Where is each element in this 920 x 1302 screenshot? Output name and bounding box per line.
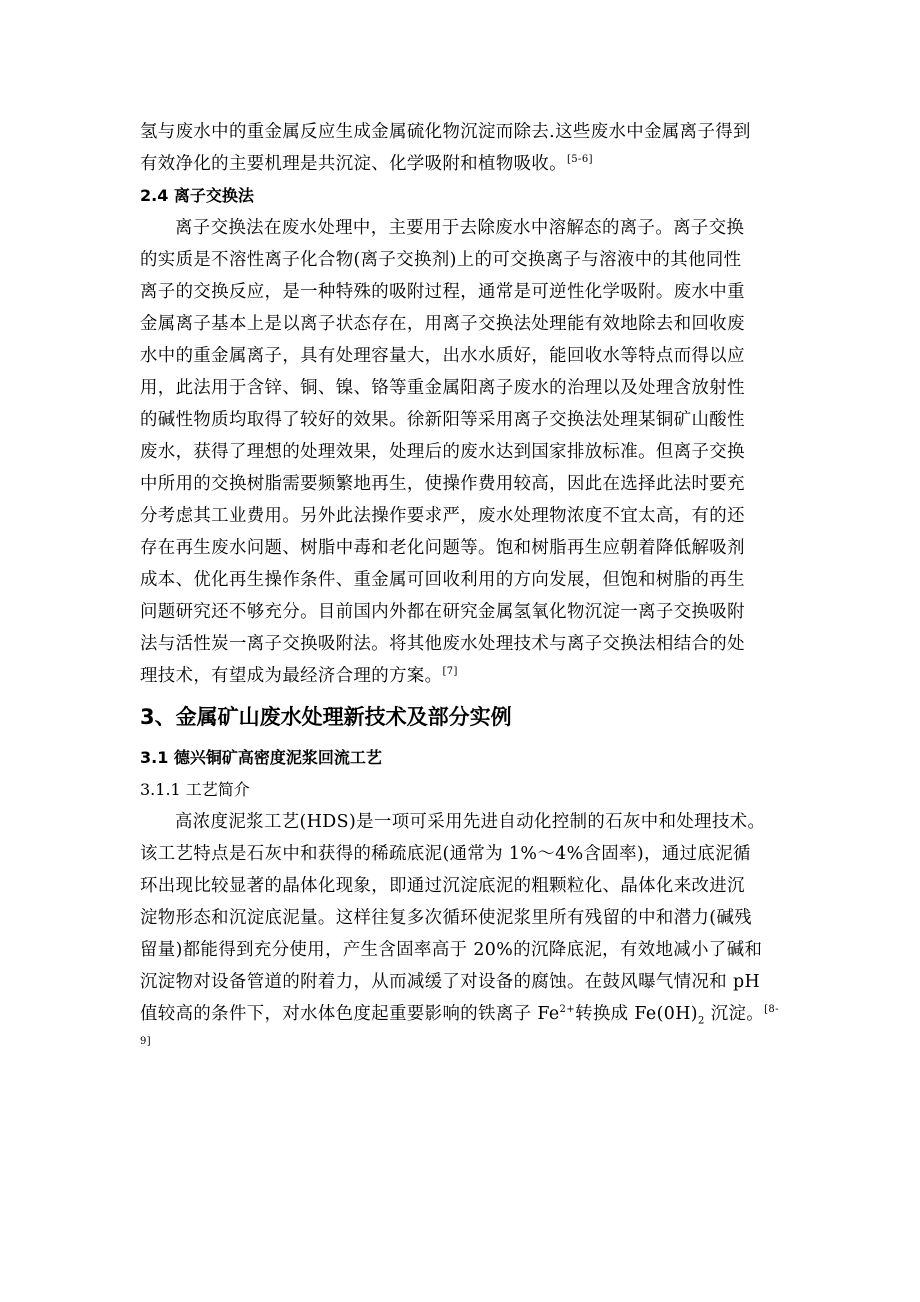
section-heading-3: 3、金属矿山废水处理新技术及部分实例 [140, 705, 512, 729]
section-heading-3-1-1: 3.1.1 工艺简介 [140, 780, 250, 799]
section-heading-3-1: 3.1 德兴铜矿高密度泥浆回流工艺 [140, 748, 382, 767]
text-line: 中所用的交换树脂需要频繁地再生，使操作费用较高，因此在选择此法时要充 [140, 474, 745, 494]
text-line: 环出现比较显著的晶体化现象，即通过沉淀底泥的粗颗粒化、晶体化来改进沉 [140, 876, 745, 896]
text-span: 理技术，有望成为最经济合理的方案。 [140, 666, 443, 686]
citation-ref: [8- [764, 1004, 779, 1016]
text-line: 存在再生废水问题、树脂中毒和老化问题等。饱和树脂再生应朝着降低解吸剂 [140, 538, 745, 558]
text-line: 高浓度泥浆工艺(HDS)是一项可采用先进自动化控制的石灰中和处理技术。 [175, 812, 766, 832]
text-line: 离子交换法在废水处理中，主要用于去除废水中溶解态的离子。离子交换 [175, 218, 745, 238]
text-line: 淀物形态和沉淀底泥量。这样往复多次循环使泥浆里所有残留的中和潜力(碱残 [140, 908, 753, 928]
text-line: 沉淀物对设备管道的附着力，从而减缓了对设备的腐蚀。在鼓风曝气情况和 pH [140, 972, 761, 992]
text-line: 问题研究还不够充分。目前国内外都在研究金属氢氧化物沉淀一离子交换吸附 [140, 602, 745, 622]
text-span: 值较高的条件下，对水体色度起重要影响的铁离子 Fe [140, 1004, 560, 1024]
text-line: 废水，获得了理想的处理效果，处理后的废水达到国家排放标准。但离子交换 [140, 442, 745, 462]
text-line [140, 148, 786, 180]
text-line [140, 660, 786, 692]
paragraph-ion-exchange [140, 212, 786, 692]
text-line: 离子的交换反应，是一种特殊的吸附过程，通常是可逆性化学吸附。废水中重 [140, 282, 745, 302]
text-line: 该工艺特点是石灰中和获得的稀疏底泥(通常为 1%～4%含固率)，通过底泥循 [140, 844, 751, 864]
subscript-count: 2 [698, 1015, 705, 1027]
text-line: 分考虑其工业费用。另外此法操作要求严，废水处理物浓度不宜太高，有的还 [140, 506, 745, 526]
text-line: 的碱性物质均取得了较好的效果。徐新阳等采用离子交换法处理某铜矿山酸性 [140, 410, 745, 430]
citation-ref-wrap: 9] [140, 1036, 152, 1048]
citation-ref: [7] [442, 666, 458, 678]
text-line: 金属离子基本上是以离子状态存在，用离子交换法处理能有效地除去和回收废 [140, 314, 745, 334]
text-line: 水中的重金属离子，具有处理容量大，出水水质好，能回收水等特点而得以应 [140, 346, 745, 366]
text-line: 氢与废水中的重金属反应生成金属硫化物沉淀而除去.这些废水中金属离子得到 [140, 122, 751, 142]
text-line: 成本、优化再生操作条件、重金属可回收利用的方向发展，但饱和树脂的再生 [140, 570, 745, 590]
paragraph-continuation [140, 116, 786, 180]
text-line: 留量)都能得到充分使用，产生含固率高于 20%的沉降底泥，有效地减小了碱和 [140, 940, 763, 960]
document-page [140, 116, 786, 1062]
text-line [140, 1030, 786, 1062]
text-line: 的实质是不溶性离子化合物(离子交换剂)上的可交换离子与溶液中的其他同性 [140, 250, 742, 270]
text-line: 法与活性炭一离子交换吸附法。将其他废水处理技术与离子交换法相结合的处 [140, 634, 745, 654]
text-span: 转换成 Fe(0H) [575, 1004, 698, 1024]
text-span: 有效净化的主要机理是共沉淀、化学吸附和植物吸收。 [140, 154, 567, 174]
superscript-charge: 2+ [559, 1004, 576, 1016]
text-line: 用，此法用于含锌、铜、镍、铬等重金属阳离子废水的治理以及处理含放射性 [140, 378, 745, 398]
paragraph-hds-process [140, 806, 786, 1062]
text-span: 沉淀。 [704, 1004, 765, 1024]
section-heading-2-4: 2.4 离子交换法 [140, 186, 254, 205]
text-line [140, 998, 786, 1030]
citation-ref: [5-6] [566, 154, 593, 166]
